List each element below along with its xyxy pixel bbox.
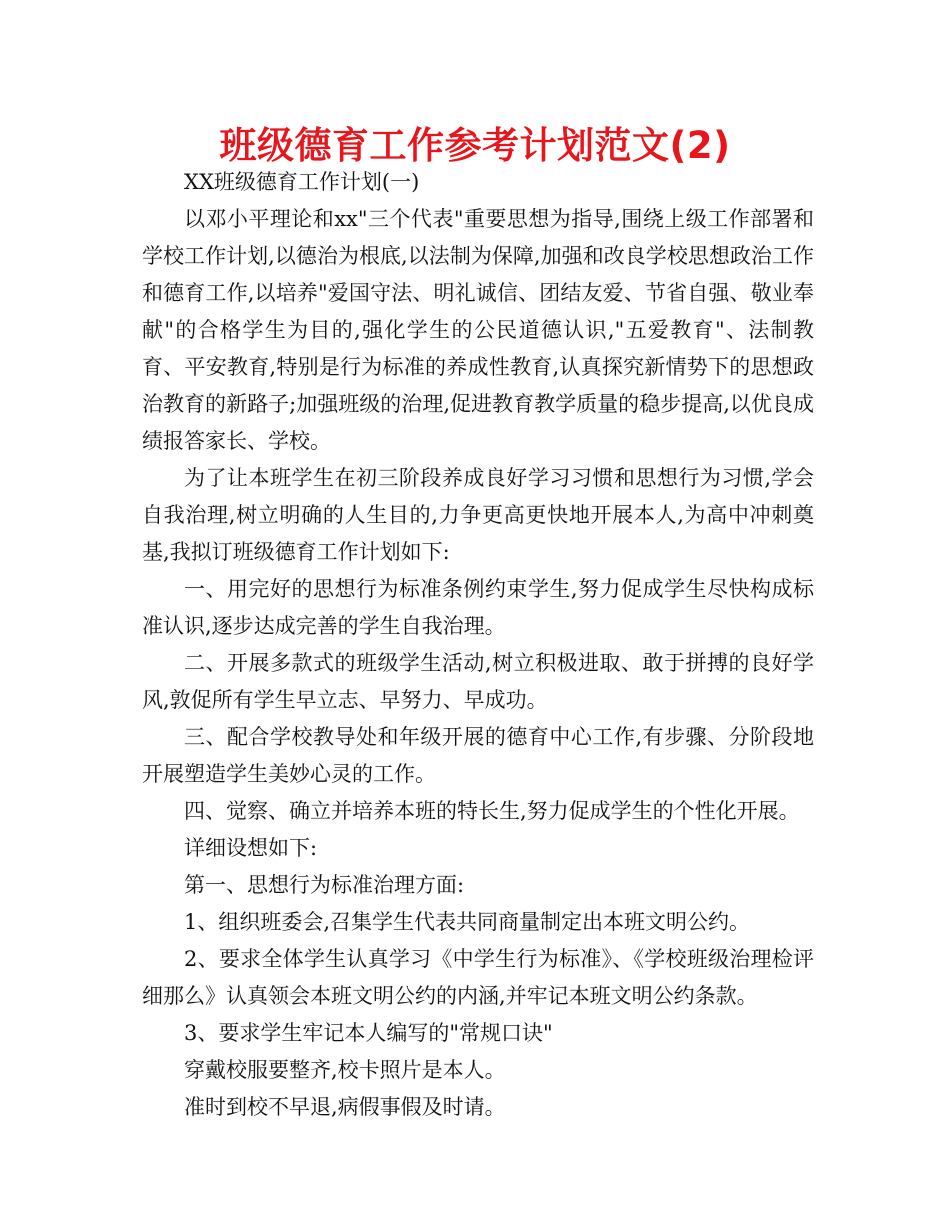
paragraph: 三、配合学校教导处和年级开展的德育中心工作,有步骤、分阶段地开展塑造学生美妙心灵的工作。: [142, 725, 814, 786]
paragraph: 四、觉察、确立并培养本班的特长生,努力促成学生的个性化开展。: [184, 799, 800, 823]
paragraph: 一、用完好的思想行为标准条例约束学生,努力促成学生尽快构成标准认识,逐步达成完善的学生自我治理。: [142, 577, 814, 638]
paragraph: 以邓小平理论和xx"三个代表"重要思想为指导,围绕上级工作部署和学校工作计划,以德治为根底,以法制为保障,加强和改良学校思想政治工作和德育工作,以培养"爱国守法、明礼诚信、团结友爱、节省自强、敬业奉献"的合格学生为目的,强化学生的公民道德认识,"五爱教育"、法制教育、平安教育,特别是行为标准的养成性教育,认真探究新情势下的思想政治教育的新路子;加强班级的治理,促进教育教学质量的稳步提高,以优良成绩报答家长、学校。: [142, 207, 814, 453]
verse-line: 穿戴校服要整齐,校卡照片是本人。: [184, 1058, 506, 1082]
list-item: 3、要求学生牢记本人编写的"常规口诀": [184, 1021, 553, 1045]
paragraph: 为了让本班学生在初三阶段养成良好学习习惯和思想行为习惯,学会自我治理,树立明确的人生目的,力争更高更快地开展本人,为高中冲刺奠基,我拟订班级德育工作计划如下:: [142, 466, 814, 564]
list-item: 1、组织班委会,召集学生代表共同商量制定出本班文明公约。: [184, 910, 751, 934]
verse-line: 准时到校不早退,病假事假及时请。: [184, 1095, 506, 1119]
paragraph-subtitle: XX班级德育工作计划(一): [184, 170, 420, 194]
document-title: 班级德育工作参考计划范文(2): [219, 124, 731, 167]
paragraph: 二、开展多款式的班级学生活动,树立积极进取、敢于拼搏的良好学风,敦促所有学生早立志、早努力、早成功。: [142, 651, 814, 712]
section-heading: 第一、思想行为标准治理方面:: [184, 873, 465, 897]
document-body: [142, 164, 814, 1126]
list-item: 2、要求全体学生认真学习《中学生行为标准》、《学校班级治理检评细那么》认真领会本班文明公约的内涵,并牢记本班文明公约条款。: [142, 947, 814, 1008]
paragraph: 详细设想如下:: [184, 836, 318, 860]
